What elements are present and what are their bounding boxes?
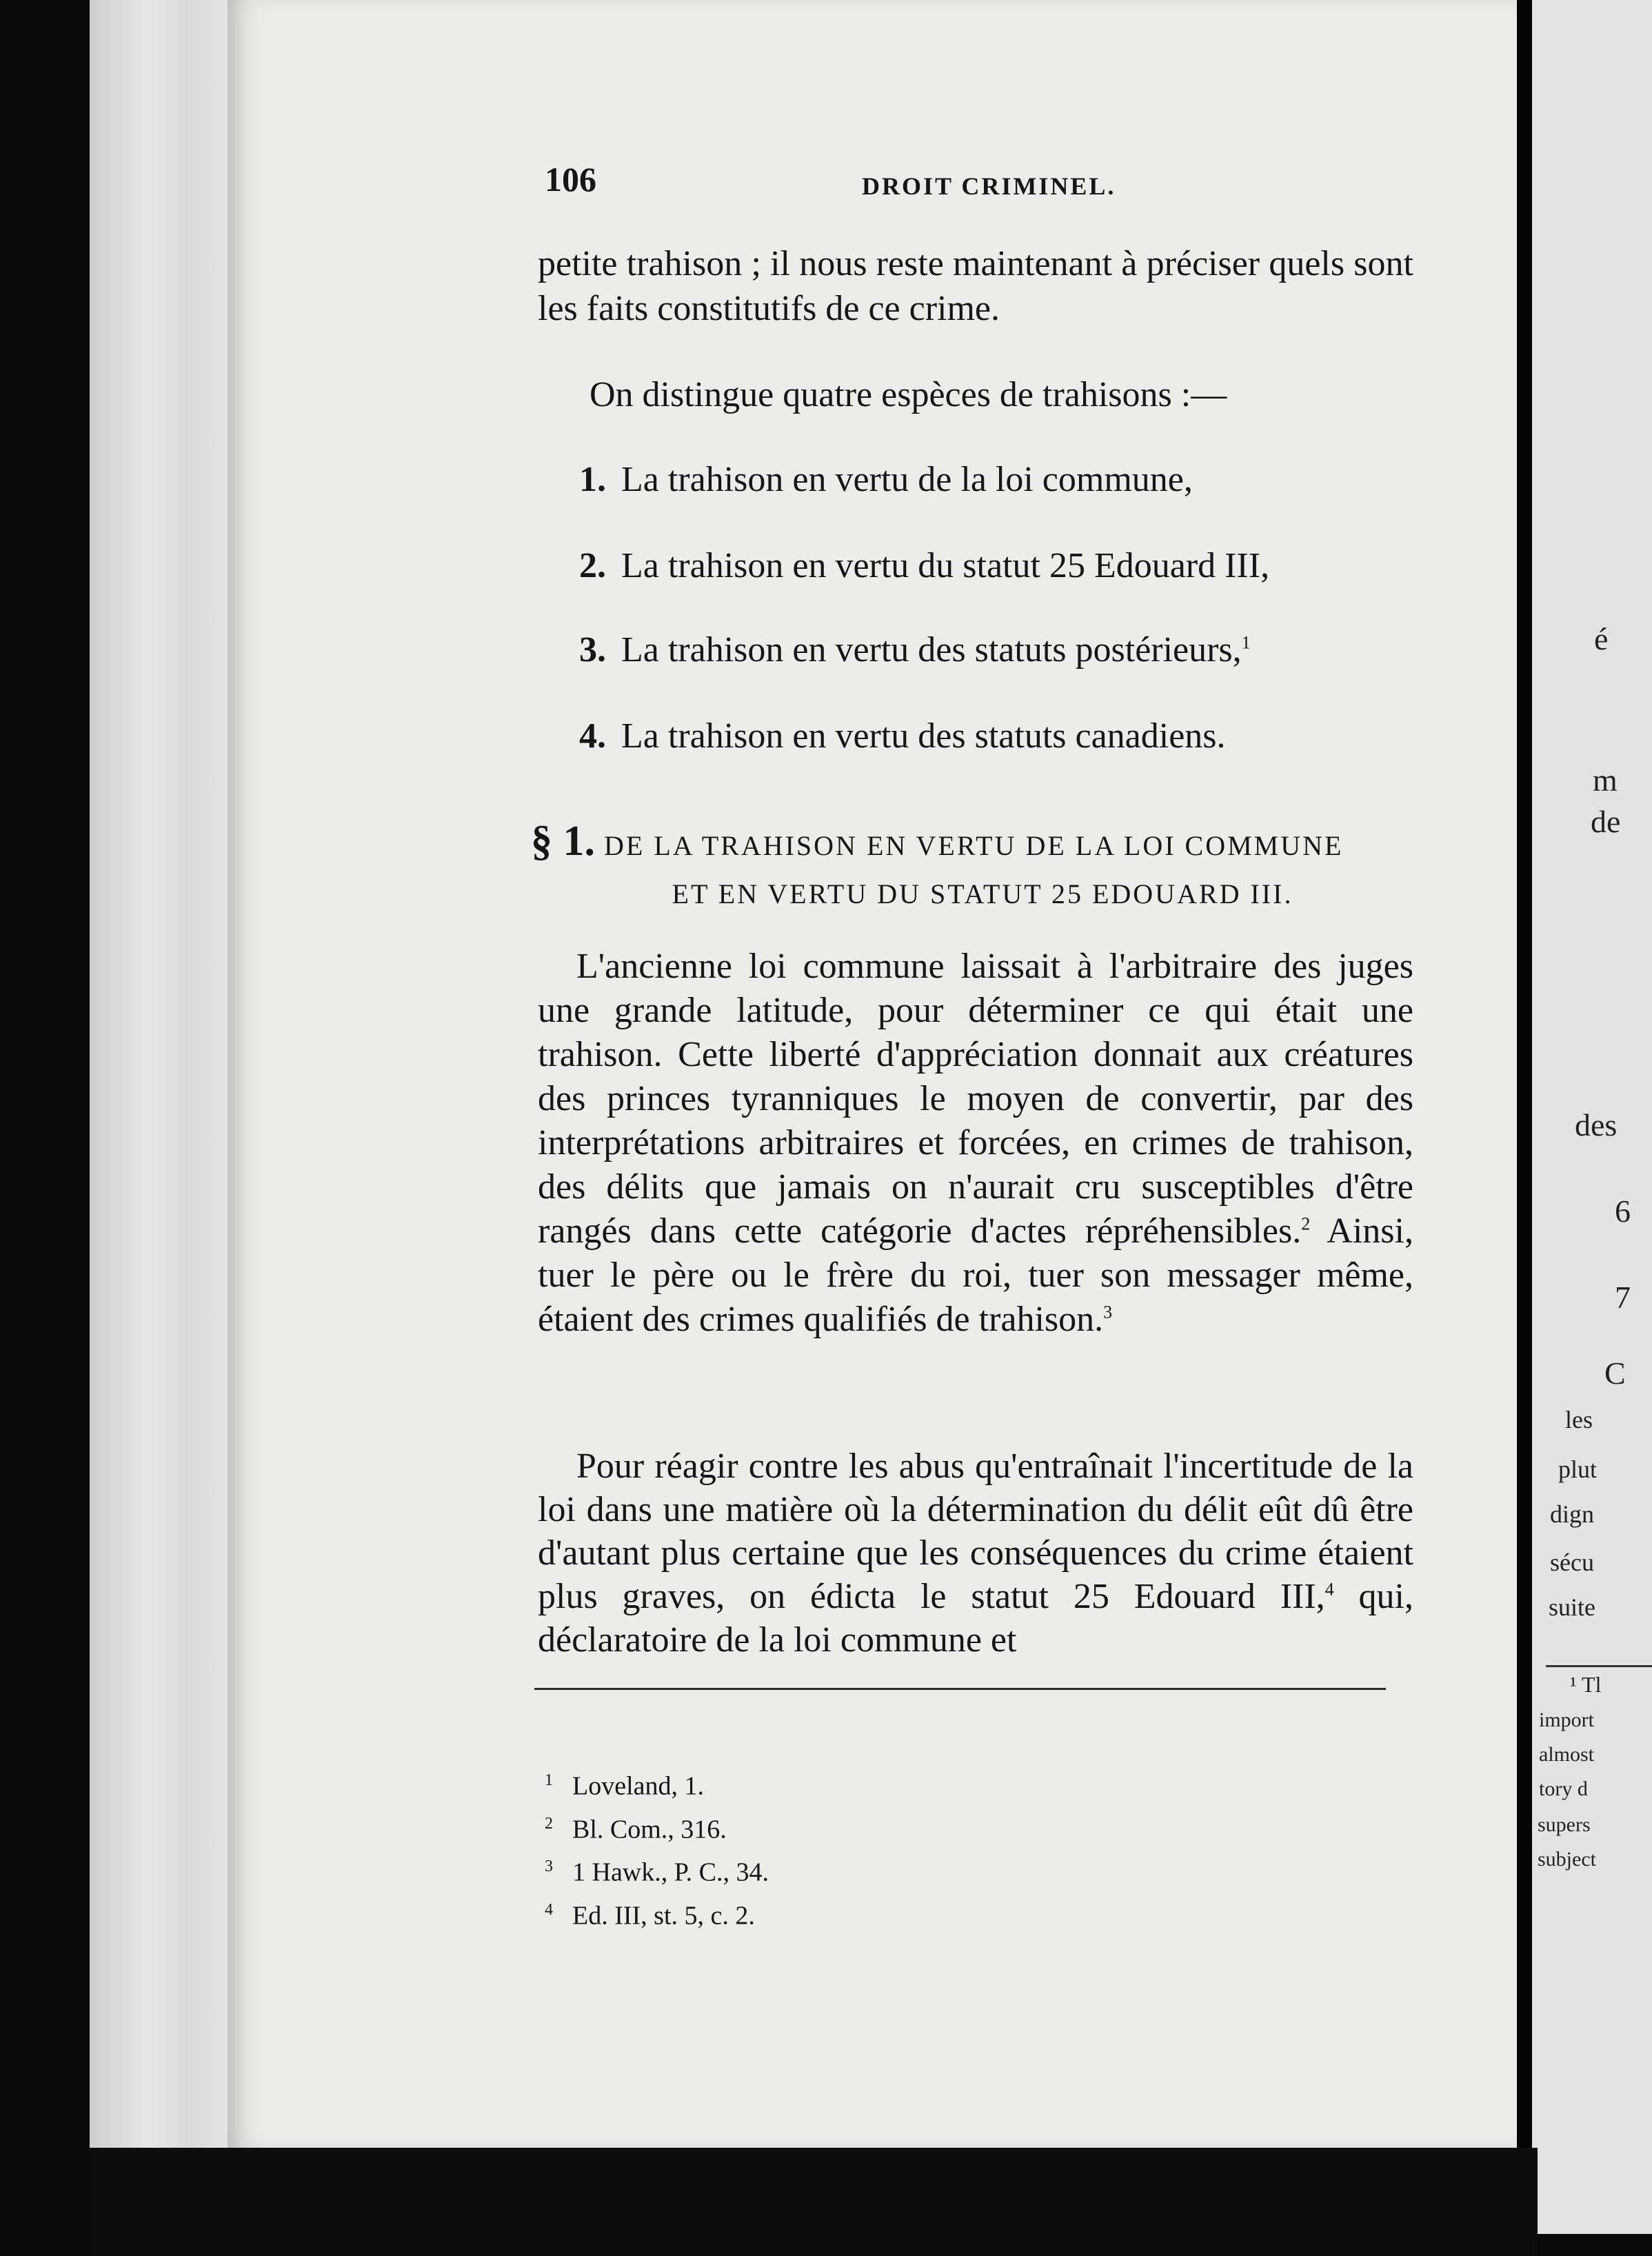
paragraph-text: qui, déclaratoire de la loi commune et (538, 1577, 1413, 1660)
footnote-ref: 4 (1324, 1579, 1334, 1600)
footnote-text: Ed. III, st. 5, c. 2. (572, 1901, 755, 1931)
footnote-mark: 3 (545, 1857, 553, 1876)
facing-page (1532, 0, 1652, 2234)
footnote-text: Bl. Com., 316. (572, 1815, 727, 1844)
list-item (579, 627, 1251, 672)
facing-footnote-fragment: import (1539, 1709, 1594, 1731)
section-symbol: § 1. (531, 818, 595, 865)
footnote-ref: 2 (1301, 1213, 1311, 1234)
facing-footnote-fragment: almost (1539, 1743, 1594, 1766)
facing-fragment: 6 (1615, 1194, 1631, 1229)
list-number: 4. (579, 716, 606, 756)
footnote (545, 1805, 769, 1849)
footnotes (545, 1762, 769, 1935)
facing-footnote-fragment: supers (1538, 1813, 1591, 1836)
facing-fragment: plut (1558, 1456, 1598, 1483)
footnote (545, 1848, 769, 1891)
page-number: 106 (545, 160, 596, 199)
list-item (579, 457, 1193, 502)
page-header (545, 157, 1117, 199)
section-heading (531, 817, 1407, 918)
facing-rule (1546, 1665, 1652, 1667)
facing-fragment: é (1594, 621, 1609, 656)
facing-fragment: C (1604, 1356, 1626, 1391)
facing-fragment: sécu (1550, 1549, 1594, 1576)
facing-footnote-fragment: ¹ Tl (1570, 1672, 1602, 1697)
distinction-line: On distingue quatre espèces de trahisons :— (590, 375, 1227, 414)
facing-fragment: de (1591, 804, 1621, 839)
footnote-mark: 1 (545, 1771, 553, 1789)
facing-fragment: les (1565, 1406, 1593, 1433)
footnote-rule (534, 1688, 1386, 1690)
facing-footnote-fragment: tory d (1539, 1777, 1588, 1800)
running-head: DROIT CRIMINEL. (862, 172, 1116, 200)
scan-border (90, 2148, 1538, 2256)
body-paragraph (538, 945, 1413, 1342)
section-title-line2: ET EN VERTU DU STATUT 25 EDOUARD III. (672, 878, 1293, 909)
footnote-ref: 1 (1241, 632, 1251, 653)
section-title-line1: DE LA TRAHISON EN VERTU DE LA LOI COMMUNE (604, 830, 1344, 861)
footnote-text: 1 Hawk., P. C., 34. (572, 1857, 769, 1887)
footnote-mark: 2 (545, 1814, 553, 1833)
list-number: 3. (579, 630, 606, 669)
list-number: 2. (579, 546, 606, 585)
facing-fragment: dign (1550, 1500, 1595, 1528)
intro-paragraph: petite trahison ; il nous reste maintenant à préciser quels sont les faits constitutifs de ce crime. (538, 244, 1413, 328)
footnote-ref: 3 (1103, 1302, 1113, 1322)
list-item (579, 543, 1269, 588)
list-text: La trahison en vertu des statuts postérieurs, (621, 630, 1242, 669)
paragraph-text: Ainsi, tuer le père ou le frère du roi, tuer son messager même, étaient des crimes qualifiés de trahison. (538, 1211, 1413, 1339)
list-text: La trahison en vertu du statut 25 Edouard III, (621, 546, 1270, 585)
list-text: La trahison en vertu des statuts canadiens. (621, 716, 1226, 756)
paragraph-text: Pour réagir contre les abus qu'entraînait l'incertitude de la loi dans une matière où la détermination du délit eût dû être d'autant plus certaine que les conséquences du crime étaient plus graves, on édicta le statut 25 Edouard III, (538, 1447, 1413, 1616)
facing-footnote-fragment: subject (1538, 1848, 1596, 1871)
footnote-text: Loveland, 1. (572, 1771, 705, 1801)
facing-fragment: des (1575, 1107, 1618, 1142)
list-number: 1. (579, 460, 606, 499)
list-item (579, 714, 1226, 758)
facing-fragment: 7 (1615, 1280, 1631, 1315)
list-text: La trahison en vertu de la loi commune, (621, 460, 1193, 499)
facing-fragment: suite (1549, 1593, 1595, 1621)
footnote (545, 1762, 769, 1805)
footnote-mark: 4 (545, 1900, 553, 1919)
body-paragraph (538, 1444, 1413, 1662)
paragraph-text: L'ancienne loi commune laissait à l'arbitraire des juges une grande latitude, pour déterminer ce qui était une trahison. Cette liberté d'appréciation donnait aux créatures des princes tyranniques le moyen de convertir, par des interprétations arbitraires et forcées, en crimes de trahison, des délits que jamais on n'aurait cru susceptibles d'être rangés dans cette catégorie d'actes répréhensibles. (538, 947, 1413, 1251)
footnote (545, 1891, 769, 1935)
facing-fragment: m (1593, 763, 1618, 798)
